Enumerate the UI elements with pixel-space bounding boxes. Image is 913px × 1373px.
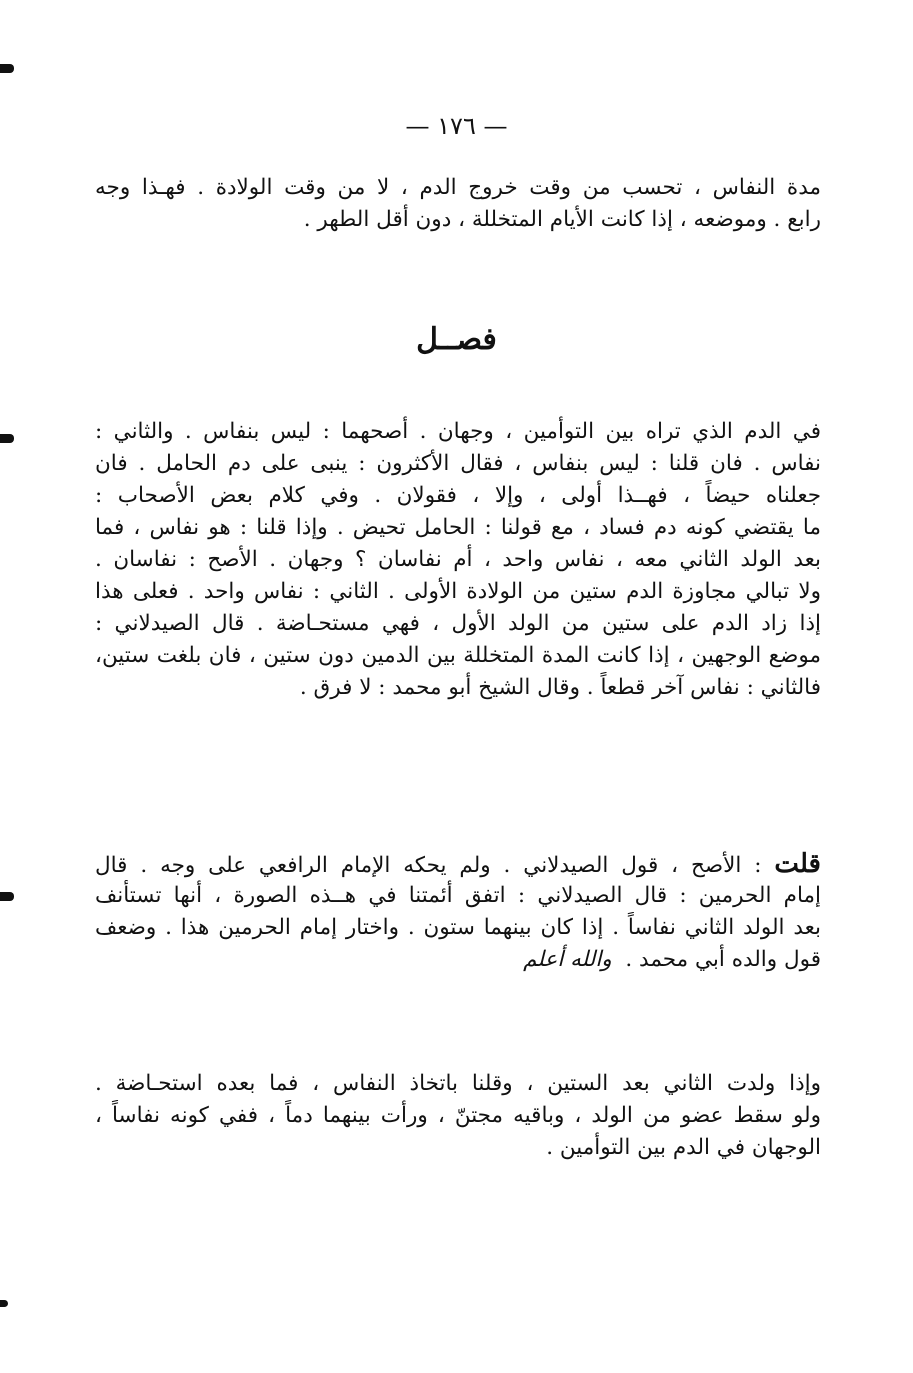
section-heading: فصــل [416, 322, 497, 357]
text-line: إمام الحرمين : قال الصيدلاني : اتفق أئمتنا في هــذه الصورة ، أنها تستأنف [95, 883, 821, 908]
text-line: مدة النفاس ، تحسب من وقت خروج الدم ، لا من وقت الولادة . فهـذا وجه [95, 175, 821, 200]
text-line: ولا تبالي مجاوزة الدم ستين من الولادة الأولى . الثاني : نفاس واحد . فعلى هذا [95, 579, 821, 604]
closing-formula: والله أعلم [523, 947, 612, 972]
text-line: إذا زاد الدم على ستين من الولد الأول ، فهي مستحـاضة . قال الصيدلاني : [95, 611, 821, 636]
closing-paragraph [95, 1068, 821, 1164]
text-line: بعد الولد الثاني معه ، نفاس واحد ، أم نفاسان ؟ وجهان . الأصح : نفاسان . [95, 547, 821, 572]
text-line: الوجهان في الدم بين التوأمين . [546, 1135, 821, 1160]
text-line [95, 944, 821, 976]
commentary-lead-word: قلت [774, 849, 821, 879]
commentary-paragraph [95, 848, 821, 976]
section-paragraph [95, 416, 821, 704]
scan-edge-mark [0, 64, 14, 73]
text-line: موضع الوجهين ، إذا كانت المدة المتخللة بين الدمين دون ستين ، فان بلغت ستين، [95, 643, 821, 668]
text-line: فالثاني : نفاس آخر قطعاً . وقال الشيخ أبو محمد : لا فرق . [299, 675, 821, 700]
scan-edge-mark [0, 434, 14, 443]
text-line: جعلناه حيضاً ، فهــذا أولى ، وإلا ، فقولان . وفي كلام بعض الأصحاب : [95, 483, 821, 508]
text-line: ما يقتضي كونه دم فساد ، مع قولنا : الحامل تحيض . وإذا قلنا : هو نفاس ، فما [95, 515, 821, 540]
scan-edge-mark [0, 1300, 8, 1307]
text-line: ولو سقط عضو من الولد ، وباقيه مجتنّ ، ورأت بينهما دماً ، ففي كونه نفاساً ، [95, 1103, 821, 1128]
commentary-first-line: : الأصح ، قول الصيدلاني . ولم يحكه الإمام الرافعي على وجه . قال [95, 853, 775, 878]
text-line: في الدم الذي تراه بين التوأمين ، وجهان . أصحهما : ليس بنفاس . والثاني : [95, 419, 821, 444]
text-line: نفاس . فان قلنا : ليس بنفاس ، فقال الأكثرون : ينبى على دم الحامل . فان [95, 451, 821, 476]
page-number: — ١٧٦ — [405, 112, 508, 140]
text-line: وإذا ولدت الثاني بعد الستين ، وقلنا باتخاذ النفاس ، فما بعده استحـاضة . [95, 1071, 821, 1096]
intro-paragraph [95, 172, 821, 236]
text-line: بعد الولد الثاني نفاساً . إذا كان بينهما ستون . واختار إمام الحرمين هذا . وضعف [95, 915, 821, 940]
commentary-last-line: قول والده أبي محمد . [625, 947, 821, 972]
scan-edge-mark [0, 892, 14, 901]
text-line [95, 848, 821, 880]
text-line: رابع . وموضعه ، إذا كانت الأيام المتخللة ، دون أقل الطهر . [303, 207, 821, 232]
